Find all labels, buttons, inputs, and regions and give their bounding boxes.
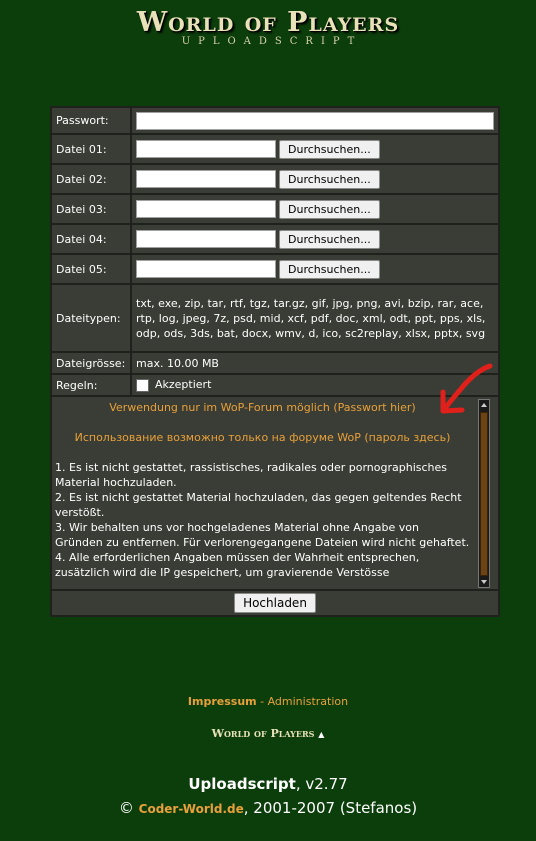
- version-number: , v2.77: [295, 775, 348, 793]
- file-input[interactable]: [136, 140, 276, 158]
- browse-button[interactable]: Durchsuchen...: [279, 170, 380, 189]
- file-label: Datei 04:: [51, 224, 131, 254]
- triangle-icon: ▲: [318, 729, 325, 739]
- rules-item: 2. Es ist nicht gestattet Material hochzuladen, das gegen geltendes Recht verstößt.: [55, 491, 462, 519]
- red-arrow-icon: [438, 362, 494, 416]
- header-logo: [0, 8, 536, 47]
- file-label: Datei 05:: [51, 254, 131, 284]
- file-input[interactable]: [136, 230, 276, 248]
- footer-links: [0, 695, 536, 708]
- rules-scrollbar[interactable]: [478, 399, 490, 588]
- rules-item: 3. Wir behalten uns vor hochgeladenes Material ohne Angabe von Gründen zu entfernen. Für verlorengegangene Dateien wird nicht gehaftet.: [55, 521, 470, 549]
- rules-text-row: [51, 396, 499, 590]
- logo-title: World of Players: [136, 7, 400, 38]
- script-name: Uploadscript: [188, 775, 296, 793]
- browse-button[interactable]: Durchsuchen...: [279, 200, 380, 219]
- logo-subtitle: UPLOADSCRIPT: [181, 36, 363, 47]
- browse-button[interactable]: Durchsuchen...: [279, 230, 380, 249]
- rules-item: 4. Alle erforderlichen Angaben müssen der Wahrheit entsprechen, zusätzlich wird die IP gespeichert, um gravierende Verstösse: [55, 551, 420, 579]
- filesize-value: max. 10.00 MB: [131, 352, 499, 374]
- rules-item: 1. Es ist nicht gestattet, rassistisches, radikales oder pornographisches Material hochzuladen.: [55, 461, 447, 489]
- copyright-symbol: ©: [118, 799, 134, 817]
- password-label: Passwort:: [51, 107, 131, 134]
- accept-checkbox[interactable]: [136, 379, 149, 392]
- file-input[interactable]: [136, 200, 276, 218]
- rules-textarea[interactable]: [52, 397, 498, 589]
- coder-world-link[interactable]: Coder-World.de: [138, 802, 244, 816]
- footer-separator: -: [260, 695, 265, 708]
- upload-form: [50, 106, 500, 617]
- password-input[interactable]: [136, 112, 494, 130]
- scrollbar-thumb[interactable]: [480, 412, 488, 576]
- administration-link[interactable]: Administration: [267, 695, 349, 708]
- rules-accept-row: [51, 374, 499, 396]
- version-line: [0, 775, 536, 793]
- file-label: Datei 01:: [51, 134, 131, 164]
- file-label: Datei 02:: [51, 164, 131, 194]
- copyright-line: [0, 799, 536, 817]
- password-row: [51, 107, 499, 134]
- file-label: Datei 03:: [51, 194, 131, 224]
- file-row: [51, 164, 499, 194]
- footer-logo-text: World of Players: [211, 727, 315, 740]
- footer-logo[interactable]: [0, 727, 536, 740]
- file-row: [51, 254, 499, 284]
- file-row: [51, 134, 499, 164]
- file-input[interactable]: [136, 260, 276, 278]
- filetypes-row: [51, 284, 499, 352]
- filesize-row: [51, 352, 499, 374]
- filesize-label: Dateigrösse:: [51, 352, 131, 374]
- rules-notice-german: Verwendung nur im WoP-Forum möglich (Passwort hier): [109, 401, 416, 414]
- submit-row: [51, 590, 499, 616]
- rules-notice-russian: Использование возможно только на форуме WoP (пароль здесь): [74, 431, 451, 444]
- copyright-text: , 2001-2007 (Stefanos): [243, 799, 418, 817]
- file-row: [51, 224, 499, 254]
- browse-button[interactable]: Durchsuchen...: [279, 140, 380, 159]
- impressum-link[interactable]: Impressum: [187, 695, 257, 708]
- file-row: [51, 194, 499, 224]
- upload-button[interactable]: Hochladen: [234, 593, 316, 613]
- browse-button[interactable]: Durchsuchen...: [279, 260, 380, 279]
- filetypes-value: txt, exe, zip, tar, rtf, tgz, tar.gz, gif, jpg, png, avi, bzip, rar, ace, rtp, log, jpeg, 7z, psd, mid, xcf, pdf, doc, xml, odt, ppt, pps, xls, odp, ods, 3ds, bat, docx, wmv, d, ico, sc2replay, xlsx, pptx, svg: [131, 284, 499, 352]
- rules-label: Regeln:: [51, 374, 131, 396]
- scroll-down-icon[interactable]: [481, 580, 487, 584]
- accept-label: Akzeptiert: [155, 378, 212, 392]
- filetypes-label: Dateitypen:: [51, 284, 131, 352]
- file-input[interactable]: [136, 170, 276, 188]
